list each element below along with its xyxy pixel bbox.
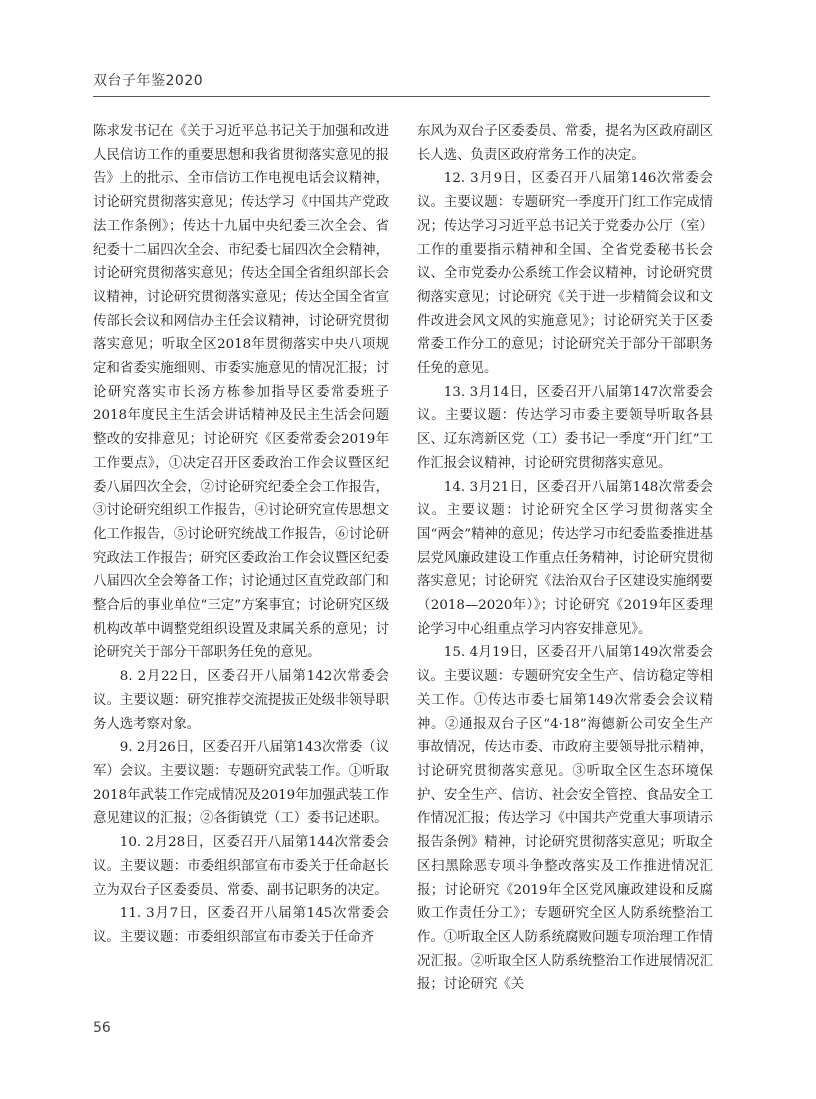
paragraph: 陈求发书记在《关于习近平总书记关于加强和改进人民信访工作的重要思想和我省贯彻落实意见的报告》上的批示、全市信访工作电视电话会议精神，讨论研究贯彻落实意见；传达学习《中国共产党政法工作条例》；传达十九届中央纪委三次全会、省纪委十二届四次全会、市纪委七届四次全会精神，讨论研究贯彻落实意见；传达全国全省组织部长会议精神，讨论研究贯彻落实意见；传达全国全省宣传部长会议和网信办主任会议精神，讨论研究贯彻落实意见；听取全区2018年贯彻落实中央八项规定和省委实施细则、市委实施意见的情况汇报；讨论研究落实市长汤方栋参加指导区委常委班子2018年度民主生活会讲话精神及民主生活会问题整改的安排意见；讨论研究《区委常委会2019年工作要点》，①决定召开区委政治工作会议暨区纪委八届四次全会，②讨论研究纪委全会工作报告，③讨论研究组织工作报告，④讨论研究宣传思想文化工作报告，⑤讨论研究统战工作报告，⑥讨论研究政法工作报告；研究区委政治工作会议暨区纪委八届四次全会筹备工作；讨论通过区直党政部门和整合后的事业单位“三定”方案事宜；讨论研究区级机构改革中调整党组织设置及隶属关系的意见；讨论研究关于部分干部职务任免的意见。: [93, 124, 389, 661]
paragraph: 14. 3月21日，区委召开八届第148次常委会议。主要议题：讨论研究全区学习贯彻落实全国“两会”精神的意见；传达学习市纪委监委推进基层党风廉政建设工作重点任务精神，讨论研究贯彻落实意见；讨论研究《法治双台子区建设实施纲要（2018—2020年）》；讨论研究《2019年区委理论学习中心组重点学习内容安排意见》。: [417, 479, 713, 637]
paragraph: 13. 3月14日，区委召开八届第147次常委会议。主要议题：传达学习市委主要领导听取各县区、辽东湾新区党（工）委书记一季度“开门红”工作汇报会议精神，讨论研究贯彻落实意见。: [417, 384, 713, 471]
right-column: [417, 120, 713, 997]
paragraph: 9. 2月26日，区委召开八届第143次常委（议军）会议。主要议题：专题研究武装工作。①听取2018年武装工作完成情况及2019年加强武装工作意见建议的汇报；②各街镇党（工）委书记述职。: [93, 740, 389, 827]
page-number: 56: [93, 1020, 111, 1036]
paragraph: 11. 3月7日，区委召开八届第145次常委会议。主要议题：市委组织部宣布市委关于任命齐: [93, 906, 389, 945]
paragraph: 东风为双台子区委委员、常委，提名为区政府副区长人选、负责区政府常务工作的决定。: [417, 124, 713, 163]
header-rule: [93, 96, 710, 97]
paragraph: 12. 3月9日，区委召开八届第146次常委会议。主要议题：专题研究一季度开门红工作完成情况；传达学习习近平总书记关于党委办公厅（室）工作的重要指示精神和全国、全省党委秘书长会议、全市党委办公系统工作会议精神，讨论研究贯彻落实意见；讨论研究《关于进一步精简会议和文件改进会风文风的实施意见》；讨论研究关于区委常委工作分工的意见；讨论研究关于部分干部职务任免的意见。: [417, 171, 713, 377]
left-column: [93, 120, 389, 950]
paragraph: 10. 2月28日，区委召开八届第144次常委会议。主要议题：市委组织部宣布市委关于任命赵长立为双台子区委委员、常委、副书记职务的决定。: [93, 835, 389, 898]
paragraph: 8. 2月22日，区委召开八届第142次常委会议。主要议题：研究推荐交流提拔正处级非领导职务人选考察对象。: [93, 669, 389, 732]
running-header-title: 双台子年鉴2020: [93, 73, 204, 89]
paragraph: 15. 4月19日，区委召开八届第149次常委会议。主要议题：专题研究安全生产、信访稳定等相关工作。①传达市委七届第149次常委会会议精神。②通报双台子区“4·18”海德新公司安全生产事故情况，传达市委、市政府主要领导批示精神，讨论研究贯彻落实意见。③听取全区生态环境保护、安全生产、信访、社会安全管控、食品安全工作情况汇报；传达学习《中国共产党重大事项请示报告条例》精神，讨论研究贯彻落实意见；听取全区扫黑除恶专项斗争整改落实及工作推进情况汇报；讨论研究《2019年全区党风廉政建设和反腐败工作责任分工》；专题研究全区人防系统整治工作。①听取全区人防系统腐败问题专项治理工作情况汇报。②听取全区人防系统整治工作进展情况汇报；讨论研究《关: [417, 645, 713, 993]
